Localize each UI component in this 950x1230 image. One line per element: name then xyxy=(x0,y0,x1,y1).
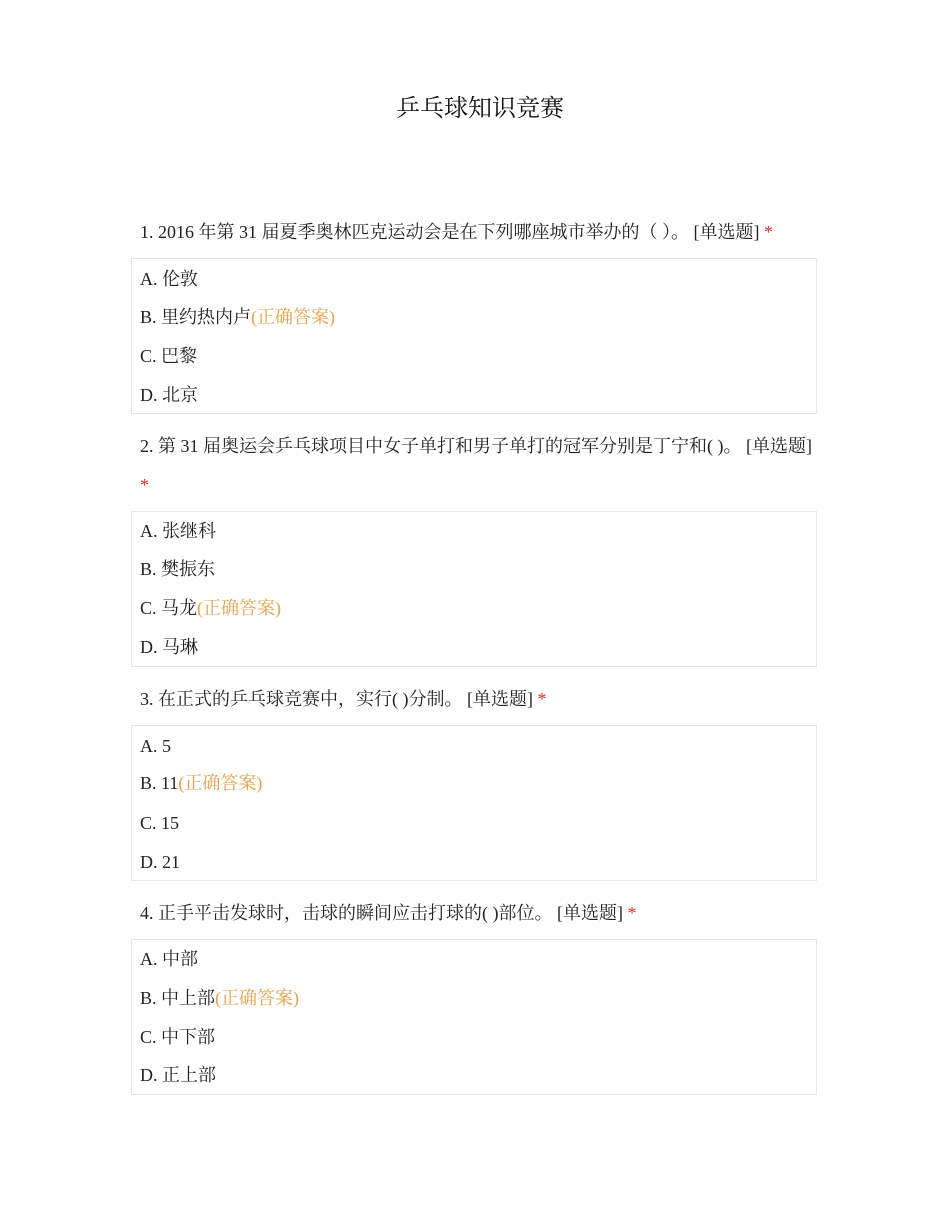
options-box xyxy=(131,939,817,1095)
question-title xyxy=(140,213,812,252)
options-box xyxy=(131,258,817,414)
option-b xyxy=(140,986,299,1010)
question-title xyxy=(140,894,812,933)
required-mark: * xyxy=(627,903,637,923)
correct-answer-tag: (正确答案) xyxy=(197,598,282,618)
correct-answer-tag: (正确答案) xyxy=(215,988,300,1008)
option-text: A. 张继科 xyxy=(140,521,216,541)
option-text: D. 马琳 xyxy=(140,637,198,657)
question-text: 3. 在正式的乒乓球竞赛中，实行( )分制。 [单选题] xyxy=(140,689,533,709)
option-c xyxy=(140,596,281,620)
option-a xyxy=(140,519,216,543)
correct-answer-tag: (正确答案) xyxy=(251,307,336,327)
option-text: A. 5 xyxy=(140,736,171,756)
required-mark: * xyxy=(764,222,773,242)
option-text: B. 11 xyxy=(140,773,179,793)
option-d xyxy=(140,1063,216,1087)
option-a xyxy=(140,734,171,758)
option-a xyxy=(140,267,198,291)
option-b xyxy=(140,305,335,329)
options-box xyxy=(131,511,817,667)
options-box xyxy=(131,725,817,881)
option-c xyxy=(140,811,179,835)
option-d xyxy=(140,635,198,659)
option-d xyxy=(140,850,180,874)
option-text: B. 里约热内卢 xyxy=(140,307,252,327)
option-text: A. 中部 xyxy=(140,949,198,969)
question-text: 2. 第 31 届奥运会乒乓球项目中女子单打和男子单打的冠军分别是丁宁和( )。 [单选题] xyxy=(140,436,812,456)
question-text: 4. 正手平击发球时，击球的瞬间应击打球的( )部位。 [单选题] xyxy=(140,903,623,923)
option-a xyxy=(140,947,198,971)
required-mark: * xyxy=(140,475,149,495)
page-title: 乒乓球知识竞赛 xyxy=(396,94,564,122)
option-text: C. 马龙 xyxy=(140,598,198,618)
option-text: D. 北京 xyxy=(140,385,198,405)
question-title xyxy=(140,680,812,719)
correct-answer-tag: (正确答案) xyxy=(178,773,263,793)
option-text: A. 伦敦 xyxy=(140,269,198,289)
option-b xyxy=(140,557,215,581)
option-c xyxy=(140,1025,215,1049)
option-text: C. 中下部 xyxy=(140,1027,216,1047)
option-text: B. 中上部 xyxy=(140,988,216,1008)
required-mark: * xyxy=(537,689,547,709)
option-text: B. 樊振东 xyxy=(140,559,216,579)
question-title xyxy=(140,427,812,505)
option-text: D. 正上部 xyxy=(140,1065,216,1085)
option-text: C. 巴黎 xyxy=(140,346,198,366)
question-text: 1. 2016 年第 31 届夏季奥林匹克运动会是在下列哪座城市举办的（ ）。 [单选题] xyxy=(140,222,760,242)
option-text: C. 15 xyxy=(140,813,180,833)
option-text: D. 21 xyxy=(140,852,180,872)
option-b xyxy=(140,771,262,795)
option-c xyxy=(140,344,197,368)
option-d xyxy=(140,383,198,407)
